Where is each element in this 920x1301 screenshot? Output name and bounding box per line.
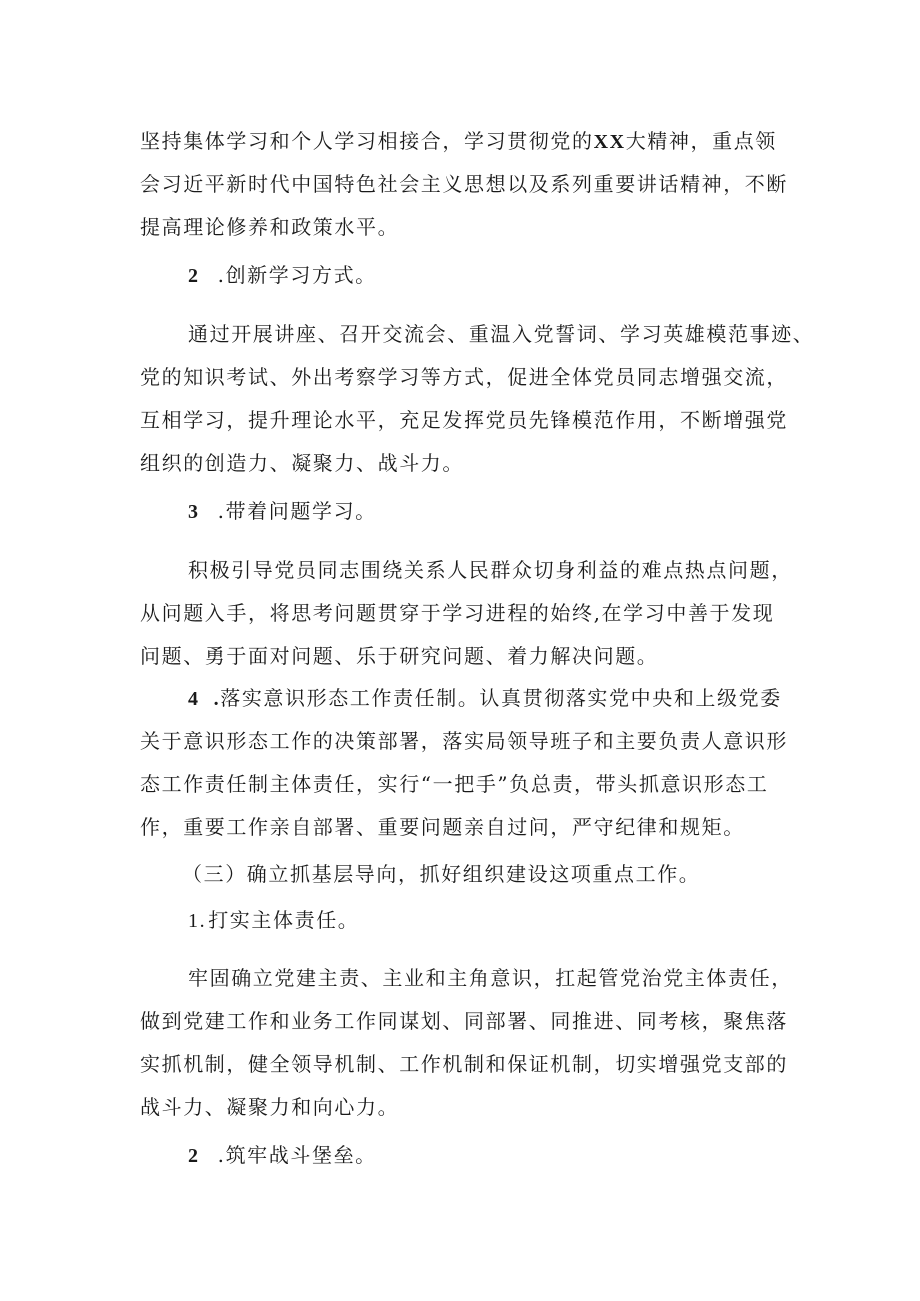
heading-number: 1. [188, 910, 207, 932]
paragraph-2-line-2: 党的知识考试、外出考察学习等方式，促进全体党员同志增强交流， [140, 365, 788, 389]
heading-problem-learning: 3 .带着问题学习。 [188, 497, 848, 526]
paragraph-5-line-2: 做到党建工作和业务工作同谋划、同部署、同推进、同考核，聚焦落 [140, 1009, 788, 1033]
heading-number: 2 [188, 265, 200, 287]
heading-number: 3 [188, 501, 200, 523]
paragraph-2-line-1: 通过开展讲座、召开交流会、重温入党誓词、学习英雄模范事迹、 [188, 322, 815, 346]
heading-build-fortress: 2 .筑牢战斗堡垒。 [188, 1141, 848, 1170]
congress-placeholder: XX [593, 131, 626, 153]
heading-number: 2 [188, 1145, 200, 1167]
paragraph-3-line-2: 从问题入手，将思考问题贯穿于学习进程的始终,在学习中善于发现 [140, 601, 775, 625]
paragraph-1-line-2: 会习近平新时代中国特色社会主义思想以及系列重要讲话精神，不断 [140, 172, 788, 196]
paragraph-5-line-1: 牢固确立党建主责、主业和主角意识，扛起管党治党主体责任， [188, 966, 793, 990]
heading-innovate-learning: 2 .创新学习方式。 [188, 261, 848, 290]
paragraph-3-line-3: 问题、勇于面对问题、乐于研究问题、着力解决问题。 [140, 644, 659, 668]
heading-subject-responsibility: 1. 打实主体责任。 [188, 908, 360, 932]
heading-number: 4 [188, 688, 200, 710]
paragraph-5-line-3: 实抓机制，健全领导机制、工作机制和保证机制，切实增强党支部的 [140, 1052, 788, 1076]
paragraph-3-line-1: 积极引导党员同志围绕关系人民群众切身利益的难点热点问题， [188, 558, 793, 582]
paragraph-1-line-3: 提高理论修养和政策水平。 [140, 215, 400, 239]
section-3-heading: （三）确立抓基层导向，抓好组织建设这项重点工作。 [182, 862, 701, 886]
item-4-line-3: 态工作责任制主体责任，实行“一把手”负总责，带头抓意识形态工 [140, 772, 769, 796]
paragraph-2-line-4: 组织的创造力、凝聚力、战斗力。 [140, 451, 464, 475]
paragraph-1-line-1: 坚持集体学习和个人学习相接合，学习贯彻党的XX大精神，重点领 [140, 129, 777, 153]
item-4-line-1: 4 .落实意识形态工作责任制。认真贯彻落实党中央和上级党委 [188, 684, 848, 713]
paragraph-2-line-3: 互相学习，提升理论水平，充足发挥党员先锋模范作用，不断增强党 [140, 408, 788, 432]
item-4-line-2: 关于意识形态工作的决策部署，落实局领导班子和主要负责人意识形 [140, 729, 788, 753]
paragraph-5-line-4: 战斗力、凝聚力和向心力。 [140, 1095, 400, 1119]
item-4-line-4: 作，重要工作亲自部署、重要问题亲自过问，严守纪律和规矩。 [140, 815, 745, 839]
